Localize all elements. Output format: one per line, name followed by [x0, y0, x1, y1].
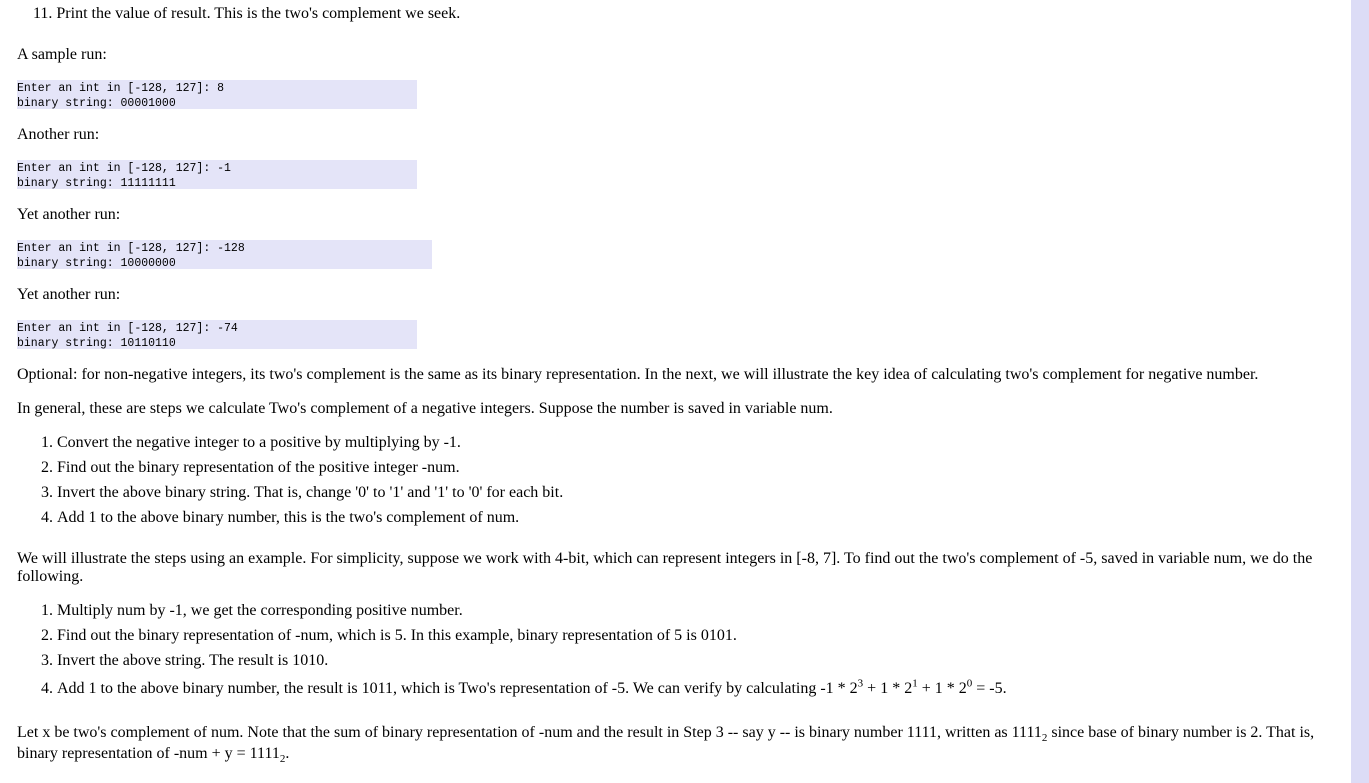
list-item-formula [57, 677, 1369, 698]
step-11-number: 11. [33, 5, 53, 22]
step-11-text: Print the value of result. This is the two's complement we seek. [56, 5, 461, 22]
formula-text: + 1 * 2 [917, 680, 967, 697]
list-item: 2. Find out the binary representation of the positive integer -num. [57, 459, 1369, 477]
list-item: 3. Invert the above string. The result is 1010. [57, 652, 1369, 670]
list-item: 3. Invert the above binary string. That is, change '0' to '1' and '1' to '0' for each bit. [57, 484, 1369, 502]
step-11 [33, 5, 460, 23]
code-line: binary string: 10110110 [17, 337, 176, 350]
final-text: . [285, 745, 290, 762]
exponent: 3 [857, 677, 864, 690]
example-steps-list [17, 602, 1369, 698]
optional-paragraph: Optional: for non-negative integers, its two's complement is the same as its binary representation. In the next, we will illustrate the key idea of calculating two's complement for negative number. [17, 366, 1259, 383]
run-label-1: A sample run: [17, 46, 107, 63]
code-block-4 [17, 320, 417, 349]
exponent: 1 [912, 677, 918, 690]
run-label-3: Yet another run: [17, 206, 121, 223]
run-label-2: Another run: [17, 126, 100, 143]
subscript: 2 [279, 753, 286, 766]
subscript: 2 [1041, 732, 1048, 745]
final-paragraph [17, 722, 1327, 764]
final-text: since base of binary number is 2. That is, binary representation of -num + y = 1111 [17, 724, 1315, 762]
code-block-2 [17, 160, 417, 189]
exponent: 0 [966, 677, 973, 690]
code-line: Enter an int in [-128, 127]: 8 [17, 82, 225, 95]
list-item: 1. Multiply num by -1, we get the corresponding positive number. [57, 602, 1369, 620]
run-label-4: Yet another run: [17, 286, 121, 303]
code-line: Enter an int in [-128, 127]: -1 [17, 162, 231, 175]
code-line: binary string: 11111111 [17, 177, 176, 190]
list-item: 1. Convert the negative integer to a positive by multiplying by -1. [57, 434, 1369, 452]
code-line: binary string: 10000000 [17, 257, 176, 270]
code-line: Enter an int in [-128, 127]: -74 [17, 322, 238, 335]
code-line: binary string: 00001000 [17, 97, 176, 110]
general-steps-list [17, 434, 1369, 527]
list-item: 2. Find out the binary representation of -num, which is 5. In this example, binary representation of 5 is 0101. [57, 627, 1369, 645]
code-line: Enter an int in [-128, 127]: -128 [17, 242, 245, 255]
example-paragraph: We will illustrate the steps using an example. For simplicity, suppose we work with 4-bit, which can represent integers in [-8, 7]. To find out the two's complement of -5, saved in variable num, we do the following. [17, 550, 1313, 585]
formula-text: Add 1 to the above binary number, the result is 1011, which is Two's representation of -5. We can verify by calculating -1 * 2 [57, 680, 858, 697]
code-block-1 [17, 80, 417, 109]
general-paragraph: In general, these are steps we calculate Two's complement of a negative integers. Suppose the number is saved in variable num. [17, 400, 833, 417]
final-text: Let x be two's complement of num. Note that the sum of binary representation of -num and the result in Step 3 -- say y -- is binary number 1111, written as 1111 [17, 724, 1042, 741]
list-item: 4. Add 1 to the above binary number, this is the two's complement of num. [57, 509, 1369, 527]
formula-text: + 1 * 2 [863, 680, 913, 697]
code-block-3 [17, 240, 432, 269]
formula-text: = -5. [972, 680, 1007, 697]
